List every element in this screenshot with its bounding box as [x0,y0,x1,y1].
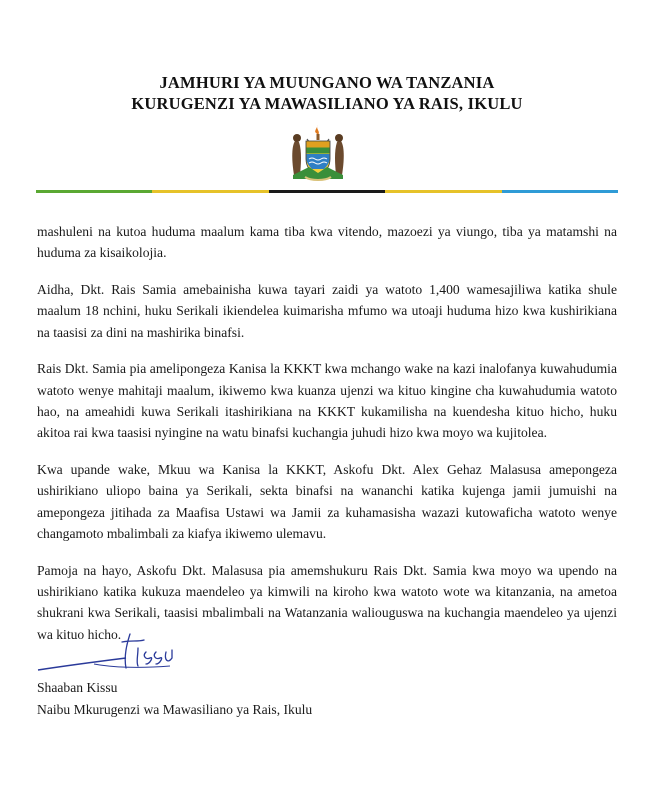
press-release-body [37,221,617,661]
divider-segment-yellow [385,190,501,193]
signatory-title: Naibu Mkurugenzi wa Mawasiliano ya Rais, Ikulu [37,702,313,717]
coat-of-arms-icon [285,123,351,183]
color-divider [36,190,618,193]
divider-segment-black [269,190,385,193]
handwritten-signature [34,628,174,678]
letterhead-line-1: JAMHURI YA MUUNGANO WA TANZANIA [159,73,495,92]
paragraph: Aidha, Dkt. Rais Samia amebainisha kuwa tayari zaidi ya watoto 1,400 wamesajiliwa katika shule maalum 18 nchini, huku Serikali ikiendelea kuimarisha mfumo wa utoaji huduma hizo kwa kushirikiana na taasisi za dini na mashirika binafsi. [37,282,617,340]
paragraph: Kwa upande wake, Mkuu wa Kanisa la KKKT, Askofu Dkt. Alex Gehaz Malasusa amepongeza ushirikiano uliopo baina ya Serikali, sekta binafsi na wananchi katika kujenga jamii jumuishi na amepongeza jitihada za Maafisa Ustawi wa Jamii za kuhamasisha wazazi kutowaficha watoto wenye changamoto mbalimbali za kiafya ikiwemo ulemavu. [37,462,617,542]
divider-segment-yellow [152,190,268,193]
paragraph: mashuleni na kutoa huduma maalum kama tiba kwa vitendo, mazoezi ya viungo, tiba ya matamshi na huduma za kisaikolojia. [37,224,617,261]
divider-segment-blue [502,190,618,193]
divider-segment-green [36,190,152,193]
paragraph: Pamoja na hayo, Askofu Dkt. Malasusa pia amemshukuru Rais Dkt. Samia kwa moyo wa upendo na ushirikiano katika kukuza maendeleo ya kimwili na kiroho kwa watoto wote wa kitanzania, na ametoa shukrani kwa Serikali, taasisi mbalimbali na Watanzania waliouguswa na kuchangia maendeleo ya ujenzi wa kituo hicho. [37,562,617,642]
letterhead [0,72,654,114]
signatory-block [37,677,537,721]
paragraph: Rais Dkt. Samia pia amelipongeza Kanisa la KKKT kwa mchango wake na kazi inalofanya kuwahudumia watoto wenye mahitaji maalum, ikiwemo kwa kuanza ujenzi wa kituo kingine cha kuwahudumia watoto hao, na ameahidi kuwa Serikali itashirikiana na KKKT kukamilisha na kuendesha kituo hicho, huku akitoa rai kwa taasisi nyingine na watu binafsi kuchangia juhudi hizo kwa moyo wa kujitolea. [37,361,617,441]
letterhead-line-2: KURUGENZI YA MAWASILIANO YA RAIS, IKULU [131,94,523,113]
signatory-name: Shaaban Kissu [37,680,118,695]
